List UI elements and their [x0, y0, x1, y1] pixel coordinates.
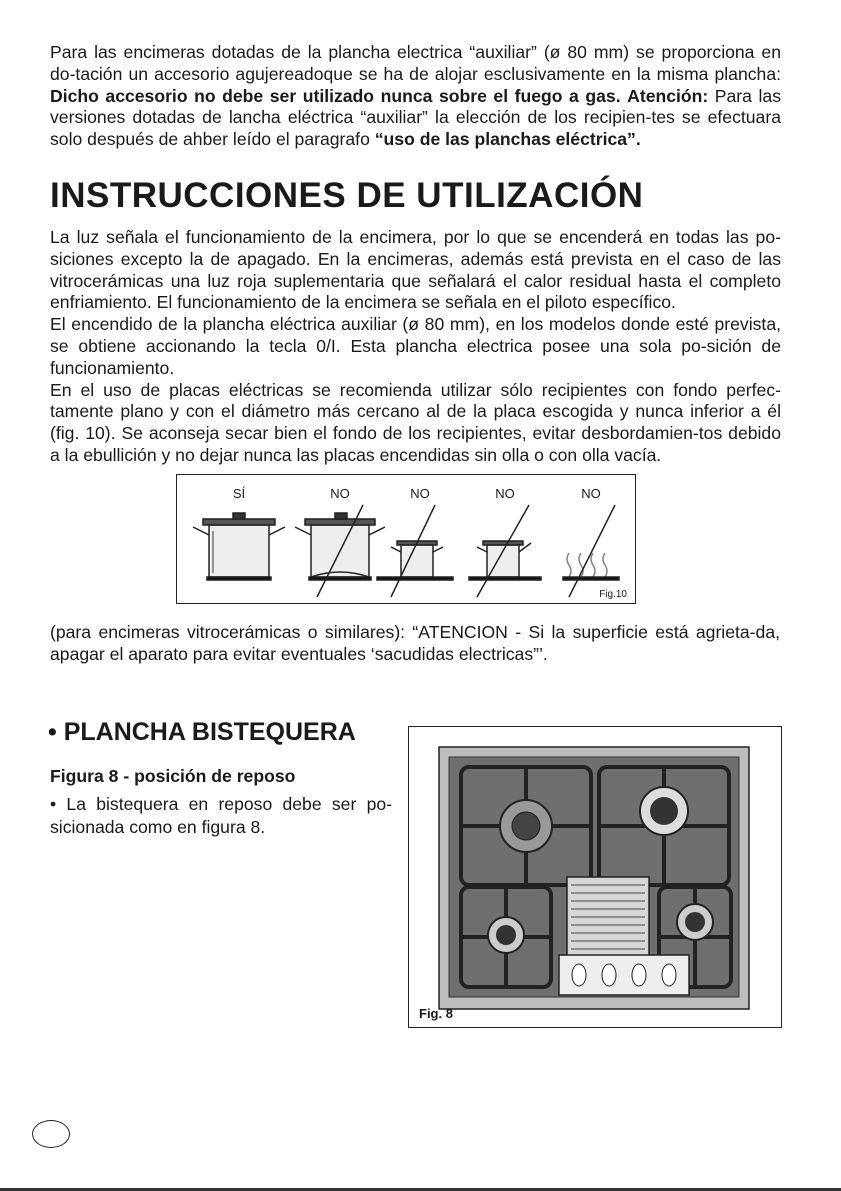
- fig10-illustration: [177, 475, 637, 605]
- fig10-label-no-3: NO: [495, 486, 515, 501]
- section-title: • PLANCHA BISTEQUERA: [48, 718, 356, 746]
- body-paragraph-2: El encendido de la plancha eléctrica auxiliar (ø 80 mm), en los modelos donde esté prevista, se obtiene accionando la tecla 0/I. Esta plancha electrica posee una sola po-sición de funcionamiento.: [50, 314, 781, 378]
- page-title: INSTRUCCIONES DE UTILIZACIÓN: [50, 176, 644, 215]
- intro-warning-bold: Dicho accesorio no debe ser utilizado nunca sobre el fuego a gas.: [50, 85, 621, 106]
- body-paragraph-3: En el uso de placas eléctricas se recomienda utilizar sólo recipientes con fondo perfec-tamente plano y con el diámetro más cercano al de la placa escogida y nunca inferior a él (fig. 10). Se aconseja secar bien el fondo de los recipientes, evitar desbordamien-tos debido a la ebullición y no dejar nunca las placas encendidas sin olla o con olla vacía.: [50, 379, 781, 465]
- pot-wrong-small-icon: [295, 505, 385, 597]
- figure-10: [176, 474, 636, 604]
- fig8-caption: Fig. 8: [419, 1006, 453, 1021]
- warning-paragraph: (para encimeras vitrocerámicas o similares): “ATENCION - Si la superficie está agrieta-da, apagar el aparato para evitar eventuales ‘sacudidas electricas”’.: [50, 622, 780, 664]
- pot-wrong-offset-icon: [469, 505, 541, 597]
- fig10-label-no-4: NO: [581, 486, 601, 501]
- figure-8: [408, 726, 782, 1028]
- section-subtitle: Figura 8 - posición de reposo: [50, 766, 296, 786]
- intro-text: Para las encimeras dotadas de la plancha electrica “auxiliar” (ø 80 mm) se proporciona en do-tación un accesorio agujereadoque se ha de alojar esclusivamente en la misma plancha:: [50, 42, 781, 84]
- fig10-label-no-2: NO: [410, 486, 430, 501]
- section-text: • La bistequera en reposo debe ser po-sicionada como en figura 8.: [50, 794, 392, 837]
- fig10-caption: Fig.10: [599, 589, 627, 600]
- pot-correct-icon: [193, 513, 285, 580]
- atencion-text: Para las versiones dotadas de lancha eléctrica “auxiliar” la elección de los recipien-tes se efectuara solo después de ahber leído el paragrafo: [50, 85, 781, 150]
- intro-paragraph: [50, 42, 781, 151]
- fig10-label-si: SÍ: [232, 486, 246, 501]
- cooktop-illustration: [409, 727, 782, 1028]
- pot-wrong-narrow-icon: [377, 505, 453, 597]
- instructions-body: [50, 227, 781, 467]
- atencion-label: Atención:: [627, 85, 709, 106]
- body-paragraph-1: La luz señala el funcionamiento de la encimera, por lo que se encenderá en todas las po-siciones excepto la de apagado. En la encimeras, además está prevista en el caso de las vitrocerámicas una luz roja suplementaria que señalará el calor residual hasta el completo enfriamiento. El funcionamiento de la encimera se señala en el piloto específico.: [50, 227, 781, 313]
- control-knobs-icon: [559, 955, 689, 995]
- fig10-label-no-1: NO: [330, 486, 350, 501]
- empty-plate-heat-icon: [563, 505, 619, 597]
- atencion-bold: “uso de las planchas eléctrica”.: [374, 129, 641, 150]
- page-language-mark: [32, 1120, 70, 1148]
